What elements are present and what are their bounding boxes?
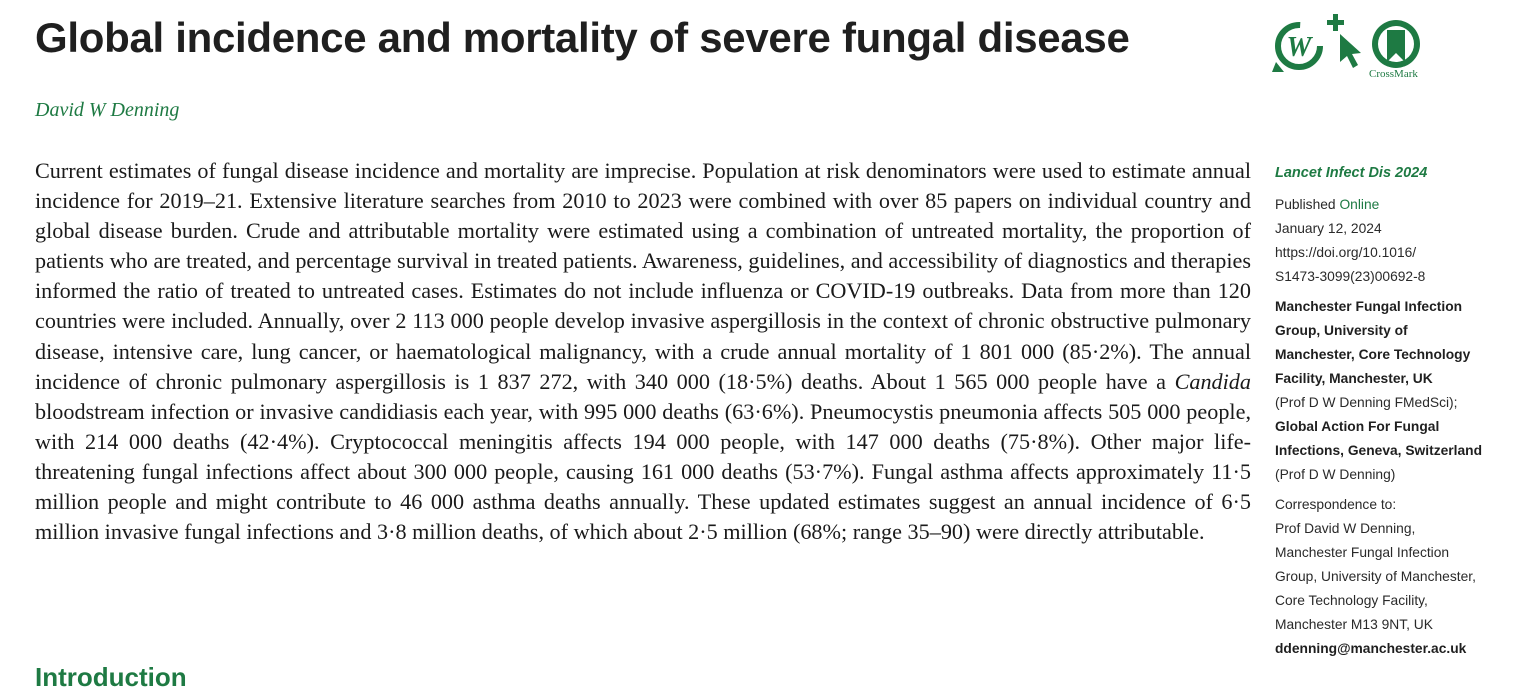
published-date: January 12, 2024: [1275, 221, 1382, 236]
doi-line-1[interactable]: https://doi.org/10.1016/: [1275, 245, 1417, 260]
published-online-link[interactable]: Online: [1339, 197, 1380, 212]
correspondence-line: Manchester Fungal Infection: [1275, 545, 1450, 560]
affiliation-line: Manchester, Core Technology: [1275, 347, 1471, 362]
affiliation-2: [1275, 415, 1511, 487]
world-cycle-icon[interactable]: [1272, 25, 1320, 72]
affiliation-person: (Prof D W Denning FMedSci);: [1275, 395, 1458, 410]
crossmark-icon[interactable]: [1372, 20, 1420, 68]
affiliation-person: (Prof D W Denning): [1275, 467, 1396, 482]
correspondence-label: Correspondence to:: [1275, 497, 1397, 512]
affiliation-line: Group, University of: [1275, 323, 1408, 338]
crossmark-label: CrossMark: [1369, 68, 1418, 80]
abstract-text-2: bloodstream infection or invasive candidiasis each year, with 995 000 deaths (63·6%). Pneumocystis pneumonia affects 505 000 people, with 214 000 deaths (42·4%). Cryptococcal meningitis affects 194 000 people, with 147 000 deaths (75·8%). Other major life-threatening fungal infections affect about 300 000 people, causing 161 000 deaths (53·7%). Fungal asthma affects approximately 11·5 million people and might contribute to 46 000 asthma deaths annually. These updated estimates suggest an annual incidence of 6·5 million invasive fungal infections and 3·8 million deaths, of which about 2·5 million (68%; range 35–90) were directly attributable.: [35, 398, 1251, 545]
affiliation-line: Manchester Fungal Infection: [1275, 299, 1463, 314]
affiliation-line: Infections, Geneva, Switzerland: [1275, 443, 1483, 458]
abstract-italic-term: Candida: [1174, 368, 1251, 394]
published-prefix: Published: [1275, 197, 1340, 212]
article-title: Global incidence and mortality of severe fungal disease: [35, 14, 1130, 61]
correspondence-line: Prof David W Denning,: [1275, 521, 1416, 536]
affiliation-line: Global Action For Fungal: [1275, 419, 1440, 434]
published-line: [1275, 193, 1511, 217]
correspondence-line: Manchester M13 9NT, UK: [1275, 617, 1433, 632]
section-heading-introduction: Introduction: [35, 662, 187, 692]
affiliation-line: Facility, Manchester, UK: [1275, 371, 1433, 386]
svg-text:W: W: [1286, 32, 1312, 63]
doi-line-2[interactable]: S1473-3099(23)00692-8: [1275, 269, 1426, 284]
correspondence-email[interactable]: ddenning@manchester.ac.uk: [1275, 641, 1467, 656]
journal-citation: Lancet Infect Dis 2024: [1275, 165, 1428, 181]
abstract: [35, 156, 1251, 547]
article-sidebar: [1275, 161, 1511, 661]
add-pointer-icon[interactable]: [1327, 14, 1361, 68]
abstract-text-1: Current estimates of fungal disease incidence and mortality are imprecise. Population at risk denominators were used to estimate annual incidence for 2019–21. Extensive literature searches from 2010 to 2023 were combined with over 85 papers on individual country and global disease burden. Crude and attributable mortality were estimated using a combination of untreated mortality, the proportion of patients who are treated, and percentage survival in treated patients. Awareness, guidelines, and accessibility of diagnostics and therapies informed the ratio of treated to untreated cases. Estimates do not include influenza or COVID-19 outbreaks. Data from more than 120 countries were included. Annually, over 2 113 000 people develop invasive aspergillosis in the context of chronic obstructive pulmonary disease, intensive care, lung cancer, or haematological malignancy, with a crude annual mortality of 1 801 000 (85·2%). The annual incidence of chronic pulmonary aspergillosis is 1 837 272, with 340 000 (18·5%) deaths. About 1 565 000 people have a: [35, 158, 1251, 394]
author-name[interactable]: David W Denning: [35, 99, 180, 121]
correspondence-line: Group, University of Manchester,: [1275, 569, 1476, 584]
affiliation-1: [1275, 295, 1511, 415]
correspondence-line: Core Technology Facility,: [1275, 593, 1428, 608]
